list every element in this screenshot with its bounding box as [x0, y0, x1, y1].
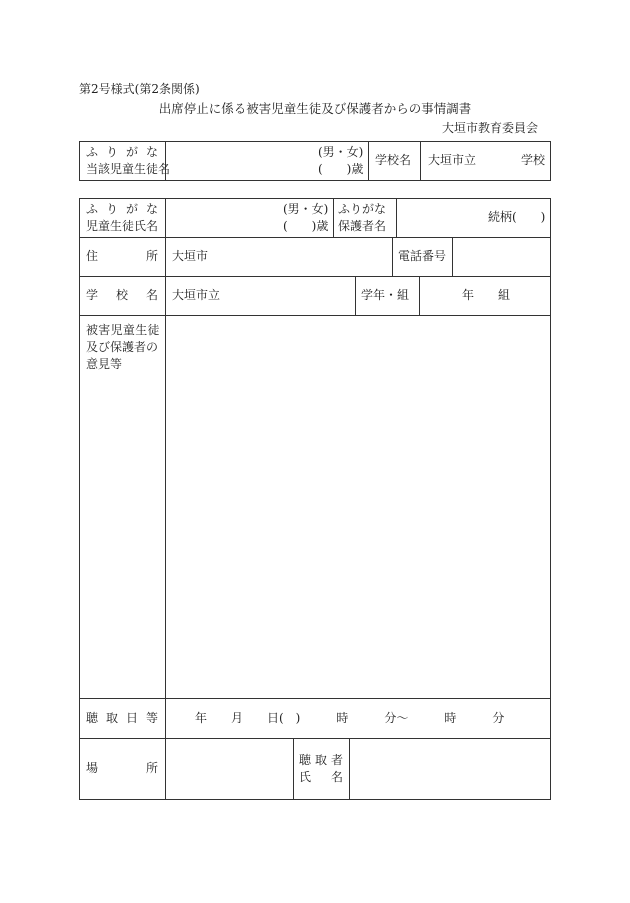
label-glyph: 聴 [299, 753, 312, 767]
label-glyph: ふ [86, 202, 99, 216]
target-furigana-label [86, 144, 158, 161]
label-glyph: 名 [145, 288, 158, 302]
label-glyph: 取 [314, 753, 327, 767]
label-glyph: 氏 [299, 770, 312, 784]
target-age[interactable]: ( )歳 [318, 162, 364, 176]
place-label [86, 760, 158, 777]
hearing-date-field[interactable]: 年 月 日( ) 時 分〜 時 分 [195, 711, 505, 725]
label-glyph: な [145, 145, 158, 159]
label-glyph: り [105, 202, 118, 216]
target-school-suffix: 学校 [521, 153, 546, 167]
label-glyph: な [145, 202, 158, 216]
label-glyph: 日 [125, 711, 138, 725]
relationship-field[interactable]: 続柄( ) [488, 210, 546, 224]
interviewer-label-line-1 [299, 752, 343, 769]
label-glyph: 校 [115, 288, 128, 302]
form-code: 第2号様式(第2条関係) [79, 82, 200, 96]
student-furigana-label [86, 201, 158, 218]
label-glyph: ふ [86, 145, 99, 159]
form-title: 出席停止に係る被害児童生徒及び保護者からの事情調書 [158, 101, 472, 116]
opinion-label-line-1: 被害児童生徒 [86, 323, 160, 337]
label-glyph: 住 [86, 249, 99, 263]
opinion-field[interactable] [166, 316, 550, 697]
student-age[interactable]: ( )歳 [283, 219, 329, 233]
school-label [86, 287, 158, 304]
school-field[interactable]: 大垣市立 [172, 288, 221, 302]
address-label [86, 248, 158, 265]
label-glyph: 学 [86, 288, 99, 302]
address-field[interactable]: 大垣市 [172, 249, 209, 263]
hearing-date-label [86, 710, 158, 727]
grade-class-label: 学年・組 [361, 288, 410, 302]
opinion-label-line-2: 及び保護者の [86, 340, 159, 354]
label-glyph: り [105, 145, 118, 159]
interviewer-label-line-2 [299, 769, 343, 786]
label-glyph: 所 [145, 761, 158, 775]
target-school-prefix: 大垣市立 [428, 153, 477, 167]
phone-label: 電話番号 [398, 249, 447, 263]
student-sex[interactable]: (男・女) [283, 202, 329, 216]
guardian-furigana-label: ふりがな [338, 202, 387, 216]
label-glyph: 取 [105, 711, 118, 725]
opinion-label-line-3: 意見等 [86, 357, 123, 371]
label-glyph: が [125, 202, 138, 216]
place-field[interactable] [166, 739, 292, 799]
phone-field[interactable] [453, 238, 550, 275]
guardian-name-label: 保護者名 [338, 219, 387, 233]
grade-field[interactable]: 年 [462, 288, 475, 302]
form-issuer: 大垣市教育委員会 [441, 121, 538, 135]
label-glyph: 名 [330, 770, 343, 784]
target-school-label: 学校名 [375, 153, 412, 167]
target-sex[interactable]: (男・女) [318, 145, 364, 159]
label-glyph: が [125, 145, 138, 159]
label-glyph: 所 [145, 249, 158, 263]
label-glyph: 者 [330, 753, 343, 767]
class-field[interactable]: 組 [498, 288, 511, 302]
label-glyph: 等 [145, 711, 158, 725]
student-name-label: 児童生徒氏名 [86, 219, 159, 233]
interviewer-name-field[interactable] [350, 739, 550, 799]
label-glyph: 聴 [86, 711, 99, 725]
target-name-label: 当該児童生徒名 [86, 162, 171, 176]
label-glyph: 場 [86, 761, 99, 775]
